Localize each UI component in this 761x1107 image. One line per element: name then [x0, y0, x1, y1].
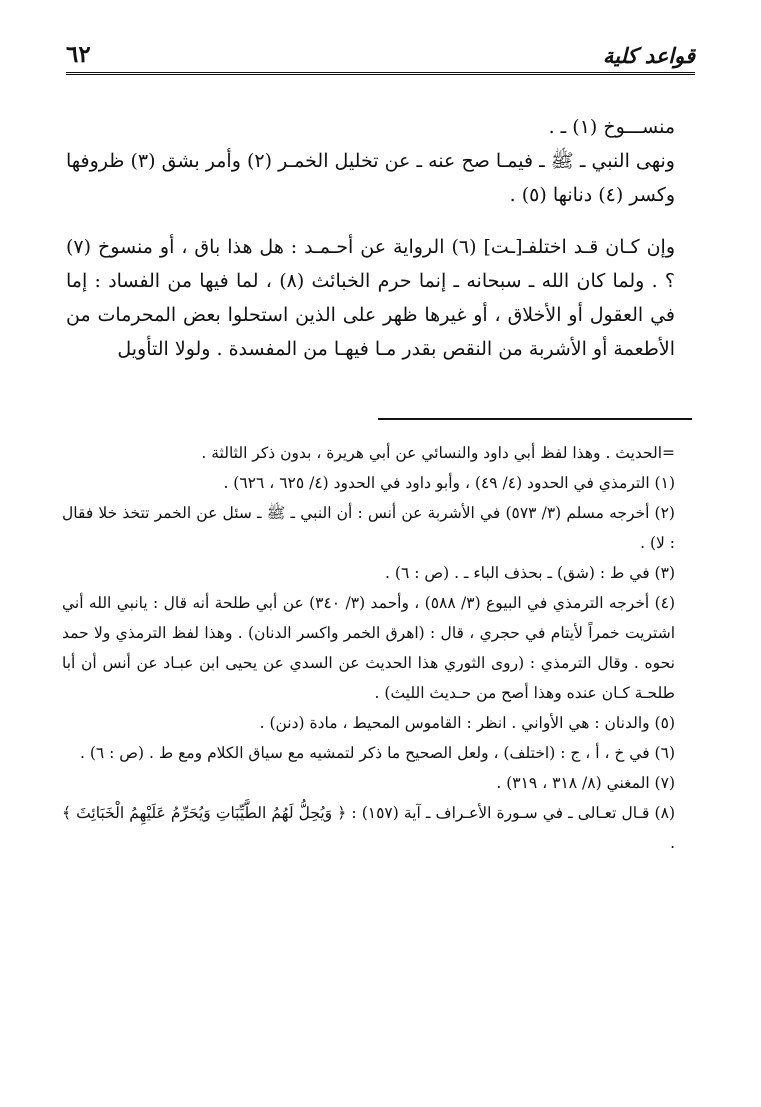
footnote-3: (٣) في ط : (شق) ـ بحذف الباء ـ . (ص : ٦) . [385, 564, 675, 582]
footnote-4: (٤) أخرجه الترمذي في البيوع (٣/ ٥٨٨) ، وأحمد (٣/ ٣٤٠) عن أبي طلحة أنه قال : يانبي الله أني اشتريت خمراً لأيتام في حجري ، قال : (اهرق الخمر واكسر الدنان) . وهذا لفظ الترمذي ولا حمد نحوه . وقال الترمذي : (روى الثوري هذا الحديث عن السدي عن يحيى ابن عبـاد عن أنس أن أبا طلحـة كـان عنده وهذا أصح من حـديث الليث) . [62, 594, 676, 702]
footnote-continuation: =الحديث . وهذا لفظ أبي داود والنسائي عن أبي هريرة ، بدون ذكر الثالثة . [201, 444, 675, 462]
footnote-5: (٥) والدنان : هي الأواني . انظر : القاموس المحيط ، مادة (دنن) . [259, 714, 675, 732]
main-paragraph-1: منســـوخ (١) ـ . [548, 116, 675, 138]
main-paragraph-3: وإن كـان قـد اختلفـ[ـت] (٦) الرواية عن أحـمـد : هل هذا باق ، أو منسوخ (٧) ؟ . ولما كان الله ـ سبحانه ـ إنما حرم الخبائث (٨) ، لما فيها من الفساد : إما في العقول أو الأخلاق ، أو غيرها ظهر على الذين استحلوا بعض المحرمات من الأطعمة أو الأشربة من النقص بقدر مـا فيهـا من المفسدة . ولولا التأويل [66, 236, 675, 360]
footnote-7: (٧) المغني (٨/ ٣١٨ ، ٣١٩) . [496, 774, 675, 792]
main-paragraph-2: ونهى النبي ـ ﷺ ـ فيمـا صح عنه ـ عن تخليل الخمـر (٢) وأمر بشق (٣) ظروفها وكسر (٤) دنانها (٥) . [66, 150, 675, 206]
running-title: قواعد كلية [602, 43, 695, 68]
footnotes [62, 438, 675, 858]
footnote-6: (٦) في خ ، أ ، ج : (اختلف) ، ولعل الصحيح ما ذكر لتمشيه مع سياق الكلام ومع ط . (ص : ٦) . [79, 744, 675, 762]
footnote-8: (٨) قـال تعـالى ـ في سـورة الأعـراف ـ آية (١٥٧) : ﴿ وَيُحِلُّ لَهُمُ الطَّيِّبَاتِ وَيُحَرِّمُ عَلَيْهِمُ الْخَبَائِثَ ﴾ . [62, 804, 675, 852]
footnote-2: (٢) أخرجه مسلم (٣/ ٥٧٣) في الأشربة عن أنس : أن النبي ـ ﷺ ـ سئل عن الخمر تتخذ خلا فقال : لا) . [62, 504, 675, 552]
footnote-1: (١) الترمذي في الحدود (٤/ ٤٩) ، وأبو داود في الحدود (٤/ ٦٢٥ ، ٦٢٦) . [223, 474, 675, 492]
page-number: ٦٢ [66, 41, 91, 68]
footnote-separator [378, 418, 692, 420]
page-header [66, 28, 695, 75]
main-text [66, 110, 675, 366]
